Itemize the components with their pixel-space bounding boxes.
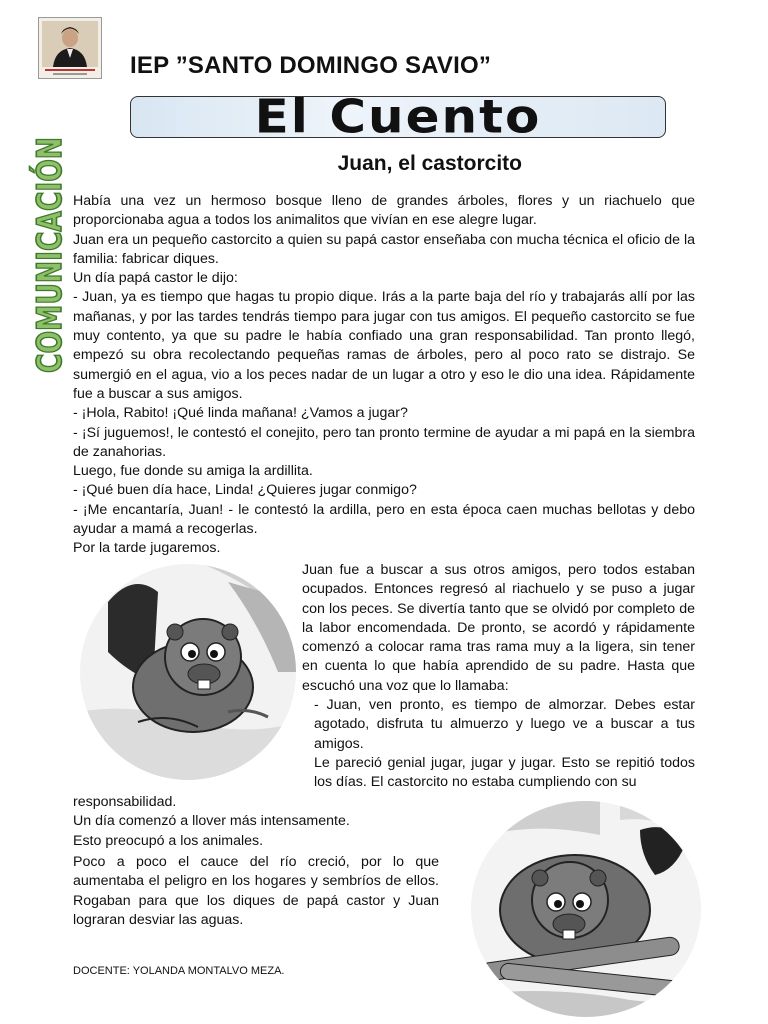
paragraph: - ¡Me encantaría, Juan! - le contestó la ardilla, pero en esta época caen muchas bellotas y debo ayudar a mamá a recogerlas. bbox=[73, 501, 695, 538]
school-name: IEP ”SANTO DOMINGO SAVIO” bbox=[130, 52, 492, 79]
paragraph: Juan era un pequeño castorcito a quien su papá castor enseñaba con mucha técnica el oficio de la familia: fabricar diques. bbox=[73, 231, 695, 267]
school-portrait bbox=[38, 17, 102, 79]
paragraph: Un día papá castor le dijo: bbox=[73, 270, 238, 287]
paragraph: Poco a poco el cauce del río creció, por lo que aumentaba el peligro en los hogares y sembríos de ellos. Rogaban para que los diques de papá castor y Juan lograran desviar las aguas. bbox=[73, 854, 439, 928]
paragraph: Juan fue a buscar a sus otros amigos, pero todos estaban ocupados. Entonces regresó al riachuelo y se puso a jugar con los peces. Se divertía tanto que se olvidó por completo de la labor encomendada. De pronto, se acordó y rápidamente comenzó a colocar rama tras rama muy a la ligera, sin tener en cuenta lo que había aprendido de su padre. Hasta que escuchó una voz que lo llamaba: bbox=[302, 562, 695, 694]
paragraph: Luego, fue donde su amiga la ardillita. bbox=[73, 463, 313, 480]
paragraph: - Juan, ya es tiempo que hagas tu propio dique. Irás a la parte baja del río y trabajarás allí por las mañanas, y por las tardes tendrás tiempo para jugar con tus amigos. El pequeño castorcito se fue muy contento, ya que su padre le había confiado una gran responsabilidad. Tan pronto llegó, empezó su obra recolectando pequeñas ramas de árboles, pero al poco rato se distrajo. Se sumergió en el agua, vio a los peces nadar de un lugar a otro y eso le dio una idea. Rápidamente fue a buscar a sus amigos. bbox=[73, 289, 695, 402]
banner-title: El Cuento bbox=[254, 90, 542, 144]
subject-text: COMUNICACIÓN bbox=[30, 133, 70, 373]
paragraph: - Juan, ven pronto, es tiempo de almorzar. Debes estar agotado, disfruta tu almuerzo y luego ve a buscar a tus amigos. bbox=[314, 697, 695, 752]
paragraph: Había una vez un hermoso bosque lleno de grandes árboles, flores y un riachuelo que proporcionaba agua a todos los animalitos que vivían en ese alegre lugar. bbox=[73, 193, 695, 229]
story-block-4 bbox=[73, 853, 439, 930]
story-block-1 bbox=[73, 192, 695, 559]
paragraph: responsabilidad. bbox=[73, 794, 177, 810]
beaver-illustration-1 bbox=[78, 562, 298, 782]
teacher-credit: DOCENTE: YOLANDA MONTALVO MEZA. bbox=[73, 965, 285, 977]
paragraph: Por la tarde jugaremos. bbox=[73, 540, 221, 557]
story-title: Juan, el castorcito bbox=[337, 152, 522, 175]
paragraph: Esto preocupó a los animales. bbox=[73, 832, 264, 849]
paragraph: Un día comenzó a llover más intensamente. bbox=[73, 813, 350, 830]
title-banner bbox=[130, 90, 666, 144]
paragraph: - ¡Qué buen día hace, Linda! ¿Quieres jugar conmigo? bbox=[73, 482, 417, 499]
paragraph: - ¡Sí juguemos!, le contestó el conejito, pero tan pronto termine de ayudar a mi papá en la siembra de zanahorias. bbox=[73, 424, 695, 460]
paragraph: - ¡Hola, Rabito! ¡Qué linda mañana! ¿Vamos a jugar? bbox=[73, 405, 408, 422]
story-block-2 bbox=[302, 561, 695, 793]
beaver-illustration-2 bbox=[470, 800, 702, 1018]
paragraph: Le pareció genial jugar, jugar y jugar. Esto se repitió todos los días. El castorcito no estaba cumpliendo con su bbox=[314, 754, 695, 791]
